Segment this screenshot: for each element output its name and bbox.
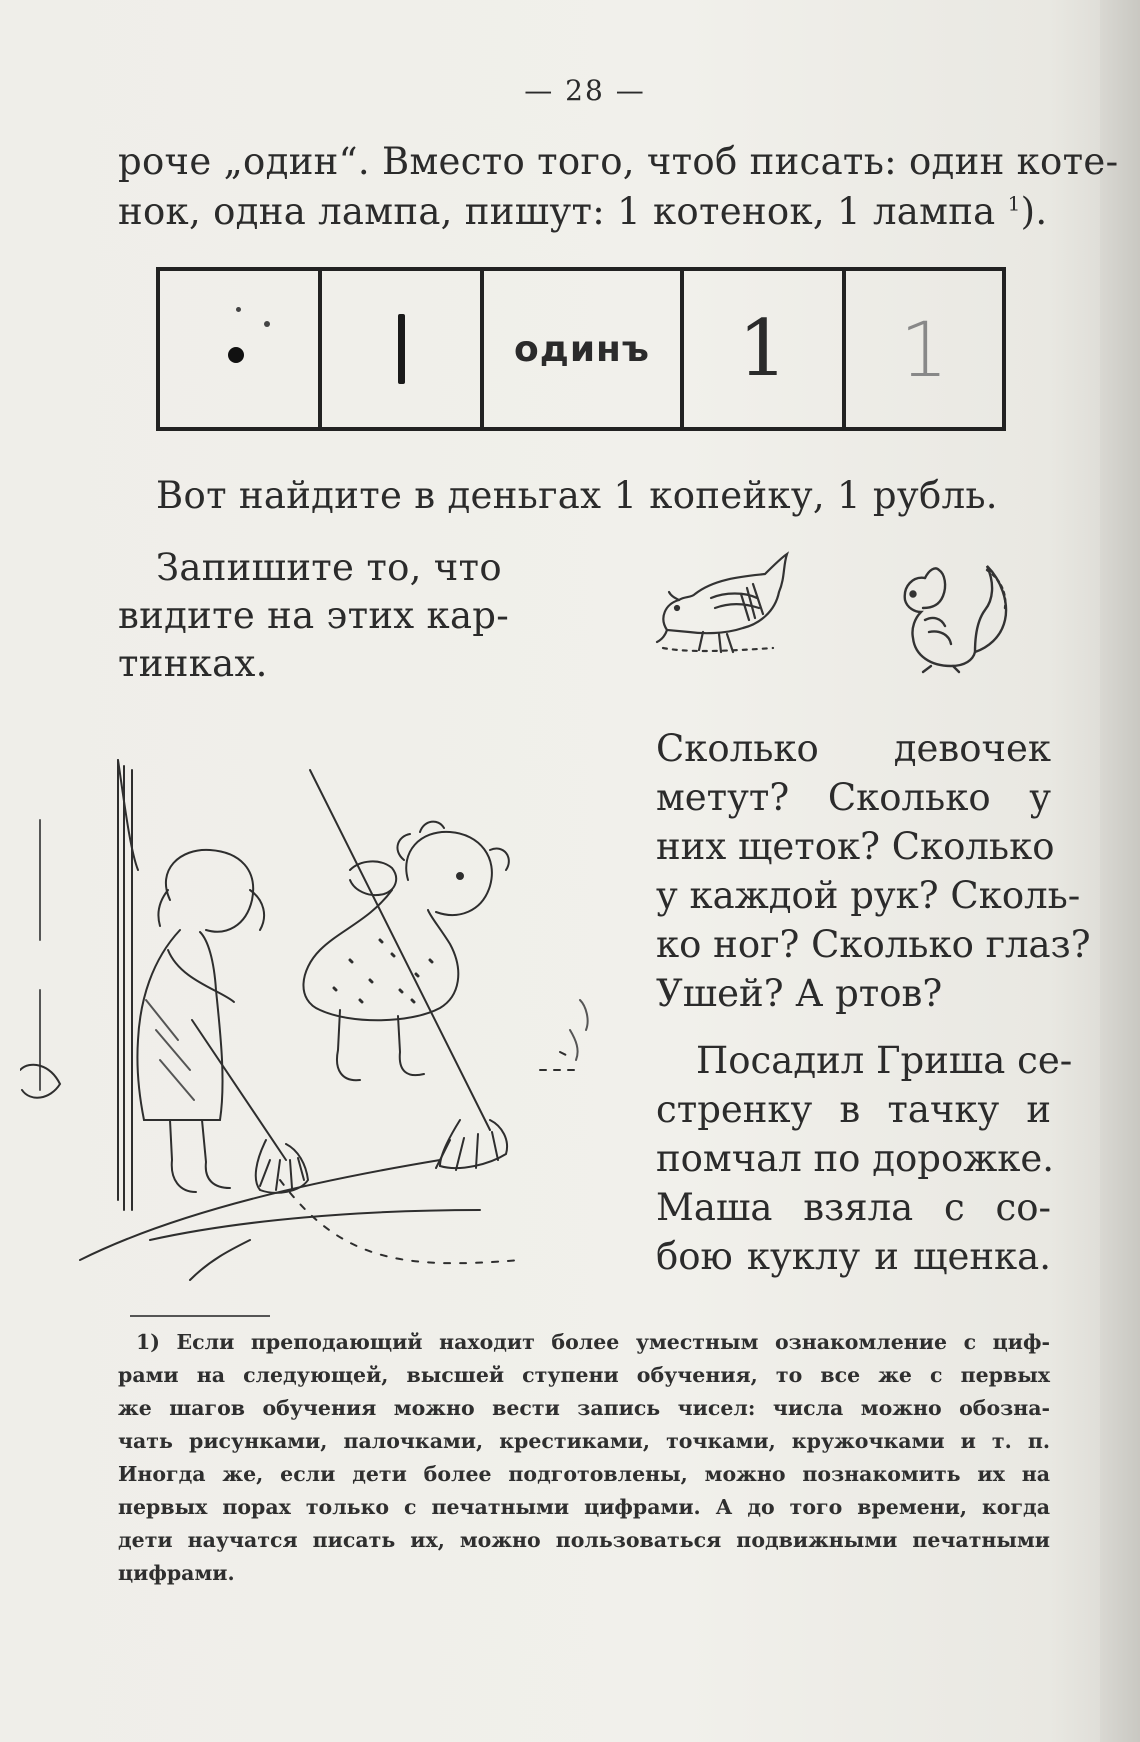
- page-number: — 28 —: [524, 74, 646, 107]
- dot: [228, 347, 244, 363]
- printed-digit-cell: 1: [684, 271, 846, 427]
- write-prompt-line-1: Запишите то, что: [156, 546, 502, 589]
- footnote-line: Иногда же, если дети более подготовлены, можно познакомить их на: [118, 1462, 1050, 1486]
- question-line: Сколько девочек: [656, 727, 1051, 770]
- footnote-line: 1) Если преподающий находит более уместным ознакомление с циф-: [136, 1330, 1050, 1354]
- footnote-line: рами на следующей, высшей ступени обучения, то все же с первых: [118, 1363, 1050, 1387]
- question-line: них щеток? Сколько: [656, 825, 1055, 868]
- story-line: Посадил Гриша се-: [696, 1039, 1073, 1082]
- money-line: Вот найдите в деньгах 1 копейку, 1 рубль.: [156, 474, 998, 517]
- dot-cell: [160, 271, 322, 427]
- footnote-line: первых порах только с печатными цифрами. А до того времени, когда: [118, 1495, 1050, 1519]
- story-line: помчал по дорожке.: [656, 1137, 1055, 1180]
- stick-cell: [322, 271, 484, 427]
- footnote-reference: 1: [1007, 191, 1021, 216]
- question-line: Ушей? А ртов?: [656, 972, 943, 1015]
- hen-icon: [655, 548, 795, 673]
- footnote-line: чать рисунками, палочками, крестиками, точками, кружочками и т. п.: [118, 1429, 1050, 1453]
- footnote-line: же шагов обучения можно вести запись чисел: числа можно обозна-: [118, 1396, 1050, 1420]
- word-cell: одинъ: [484, 271, 684, 427]
- intro-line-1: роче „один“. Вместо того, чтоб писать: один коте-: [118, 140, 1119, 183]
- girls-sweeping-illustration: [20, 740, 640, 1300]
- intro-line-2: нок, одна лампа, пишут: 1 котенок, 1 лампа $^1$).: [118, 190, 1048, 233]
- page-edge-shadow: [1100, 0, 1140, 1742]
- story-line: бою куклу и щенка.: [656, 1235, 1051, 1278]
- question-line: ко ног? Сколько глаз?: [656, 923, 1091, 966]
- question-line: метут? Сколько у: [656, 776, 1051, 819]
- write-prompt-line-2: видите на этих кар-: [118, 594, 510, 637]
- squirrel-icon: [895, 556, 1015, 681]
- number-one-table: [156, 267, 1006, 431]
- question-line: у каждой рук? Сколь-: [656, 874, 1081, 917]
- write-prompt-line-3: тинках.: [118, 642, 268, 685]
- footnote-line: дети научатся писать их, можно пользоваться подвижными печатными: [118, 1528, 1050, 1552]
- story-line: стренку в тачку и: [656, 1088, 1051, 1131]
- handwritten-digit-cell: 1: [899, 304, 949, 394]
- story-line: Маша взяла с со-: [656, 1186, 1051, 1229]
- questions-paragraph: [656, 724, 1091, 1018]
- footnote: [118, 1326, 1050, 1590]
- footnote-line: цифрами.: [118, 1561, 235, 1585]
- counting-stick: [398, 314, 405, 384]
- story-paragraph: [656, 1036, 1073, 1281]
- footnote-divider: [130, 1315, 270, 1317]
- footnote-mark: 1): [136, 1330, 160, 1354]
